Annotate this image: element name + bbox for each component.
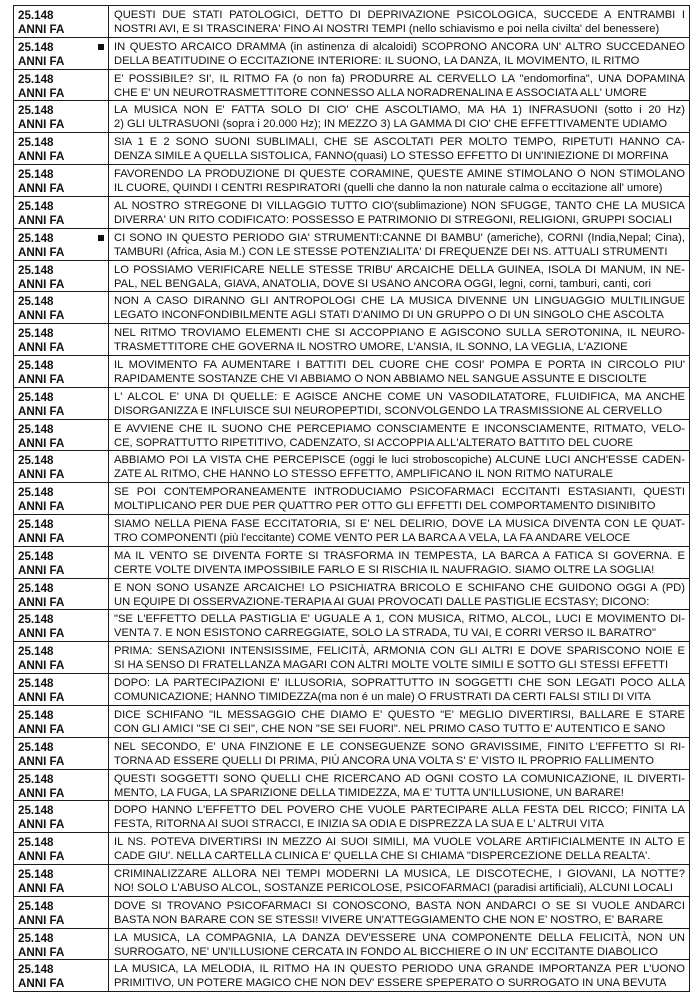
table-row: [14, 800, 689, 832]
table-row: [14, 705, 689, 737]
text-line-2: CERTE VOLTE DIVENTA IMPOSSIBILE FARLO E SI RISCHIA IL NAUFRAGIO. SIAMO OLTRE LA SOGLIA!: [114, 563, 655, 576]
date-years: 25.148: [18, 390, 54, 404]
table-row: [14, 737, 689, 769]
date-cell: [14, 388, 109, 419]
date-cell: [14, 165, 109, 196]
date-ago: ANNI FA: [18, 436, 65, 450]
text-line-1: DICE SCHIFANO "IL MESSAGGIO CHE DIAMO E' QUESTO "E' MEGLIO DIVERTIRSI, BALLARE E STARE: [114, 708, 685, 721]
date-years: 25.148: [18, 199, 54, 213]
date-cell: [14, 674, 109, 705]
text-line-2: SI HA SENSO DI FRATELLANZA MAGARI CON ALTRI MOLTE VOLTE SIMILI E SOTTO GLI STESSI EFFETTI: [114, 659, 669, 672]
text-line-2: MOLTIPLICANO PER DUE PER QUATTRO PER OTTO GLI EFFETTI DEL COMPORTAMENTO DISINIBITO: [114, 500, 656, 513]
date-ago: ANNI FA: [18, 850, 65, 864]
text-cell: [109, 579, 689, 610]
date-ago: ANNI FA: [18, 563, 65, 577]
square-bullet-icon: [98, 235, 104, 241]
text-line-1: PRIMA: SENSAZIONI INTENSISSIME, FELICITÀ, ARMONIA CON GLI ALTRI E DOVE SPARISCONO NOIE E: [114, 645, 685, 658]
date-ago: ANNI FA: [18, 372, 65, 386]
date-years: 25.148: [18, 231, 54, 245]
date-cell: [14, 929, 109, 960]
date-ago: ANNI FA: [18, 881, 65, 895]
date-ago: ANNI FA: [18, 118, 65, 132]
text-line-2: NO! SOLO L'ABUSO ALCOL, SOSTANZE PERICOLOSE, PSICOFARMACI (paradisi artificiali), ALCUNI LOCALI: [114, 881, 673, 894]
date-years: 25.148: [18, 645, 54, 659]
date-years: 25.148: [18, 422, 54, 436]
date-years: 25.148: [18, 677, 54, 691]
text-cell: [109, 197, 689, 228]
text-cell: [109, 738, 689, 769]
text-line-2: RAPIDAMENTE SOSTANZE CHE VI ABBIAMO O NON ABBIAMO NEL SANGUE ASSUNTE E DISCIOLTE: [114, 372, 647, 385]
text-cell: [109, 610, 689, 641]
date-ago: ANNI FA: [18, 532, 65, 545]
text-line-1: DOPO: LA PARTECIPAZIONI E' ILLUSORIA, SOPRATTUTTO IN SOGGETTI CHE SON LEGATI POCO ALLA: [114, 677, 685, 690]
date-cell: [14, 515, 109, 546]
text-cell: [109, 960, 689, 991]
table-row: [14, 578, 689, 610]
table-row: [14, 514, 689, 546]
date-ago: ANNI FA: [18, 86, 65, 100]
date-ago: ANNI FA: [18, 245, 65, 259]
text-line-1: CI SONO IN QUESTO PERIODO GIA' STRUMENTI:CANNE DI BAMBU' (americhe), CORNI (India,Nepal; Cina),: [114, 231, 685, 244]
table-row: [14, 896, 689, 928]
date-cell: [14, 865, 109, 896]
date-cell: [14, 610, 109, 641]
text-line-1: NEL SECONDO, E' UNA FINZIONE E LE CONSEGUENZE SONO GRAVISSIME, FINITO L'EFFETTO SI RI-: [114, 740, 685, 753]
date-cell: [14, 833, 109, 864]
date-ago: ANNI FA: [18, 309, 65, 323]
date-ago: ANNI FA: [18, 54, 65, 68]
timeline-table: [13, 5, 690, 992]
square-bullet-icon: [98, 44, 104, 50]
text-line-1: DOVE SI TROVANO PSICOFARMACI SI CONOSCONO, BASTA NON ANDARCI O SE SI VUOLE ANDARCI: [114, 899, 685, 912]
date-ago: ANNI FA: [18, 627, 65, 641]
text-line-1: LO POSSIAMO VERIFICARE NELLE STESSE TRIBU' ARCAICHE DELLA GUINEA, ISOLA DI MANUM, IN NE-: [114, 263, 685, 276]
date-cell: [14, 197, 109, 228]
text-line-1: SIAMO NELLA PIENA FASE ECCITATORIA, SI E' NEL DELIRIO, DOVE LA MUSICA DIVENTA CON LE QUAT-: [114, 518, 685, 530]
text-line-2: ZATE AL RITMO, CHE HANNO LO STESSO EFFETTO, AMPLIFICANO IL NON RITMO NATURALE: [114, 468, 613, 481]
text-cell: [109, 292, 689, 323]
text-cell: [109, 929, 689, 960]
text-line-2: SURROGATO, NE' UN'ILLUSIONE CERCATA IN FONDO AL BICCHIERE O IN UN' ECCITANTE DIABOLICO: [114, 945, 658, 958]
date-years: 25.148: [18, 613, 54, 627]
table-row: [14, 37, 689, 69]
text-cell: [109, 674, 689, 705]
date-cell: [14, 229, 109, 260]
date-years: 25.148: [18, 327, 54, 341]
table-row: [14, 959, 689, 991]
text-cell: [109, 6, 689, 37]
text-cell: [109, 38, 689, 69]
date-ago: ANNI FA: [18, 404, 65, 418]
text-line-1: IL MOVIMENTO FA AUMENTARE I BATTITI DEL CUORE CHE COSI' POMPA E PORTA IN CIRCOLO PIU': [114, 358, 685, 371]
date-years: 25.148: [18, 804, 54, 818]
table-row: [14, 641, 689, 673]
date-years: 25.148: [18, 772, 54, 786]
text-cell: [109, 547, 689, 578]
text-line-1: E NON SONO USANZE ARCAICHE! LO PSICHIATRA BRICOLO E SCHIFANO CHE GUIDONO OGGI A (PD): [114, 581, 685, 594]
text-cell: [109, 515, 689, 546]
text-line-2: PAL, NEL BENGALA, GIAVA, ANATOLIA, DOVE SI USANO ANCORA OGGI, legni, corni, tamburi, canti, cori: [114, 277, 651, 290]
date-ago: ANNI FA: [18, 213, 65, 227]
text-line-2: BASTA NON BARARE CON SE STESSI! VIVERE UN'ATTEGGIAMENTO CHE NON E' NOSTRO, E' BARARE: [114, 913, 664, 926]
text-cell: [109, 642, 689, 673]
date-cell: [14, 133, 109, 164]
date-ago: ANNI FA: [18, 341, 65, 355]
date-cell: [14, 6, 109, 37]
date-ago: ANNI FA: [18, 945, 65, 959]
text-cell: [109, 229, 689, 260]
text-line-1: QUESTI DUE STATI PATOLOGICI, DETTO DI DEPRIVAZIONE PSICOLOGICA, SUCCEDE A ENTRAMBI I: [114, 9, 685, 21]
date-years: 25.148: [18, 867, 54, 881]
date-cell: [14, 801, 109, 832]
text-line-1: IL NS. POTEVA DIVERTIRSI IN MEZZO AI SUOI SIMILI, MA VUOLE VOLARE ARTIFICIALMENTE IN ALTO E: [114, 836, 685, 849]
table-row: [14, 228, 689, 260]
date-cell: [14, 960, 109, 991]
text-line-1: L' ALCOL E' UNA DI QUELLE: E AGISCE ANCHE COME UN VASODILATATORE, FLUIDIFICA, MA ANCHE: [114, 390, 685, 403]
table-row: [14, 260, 689, 292]
date-years: 25.148: [18, 168, 54, 182]
text-line-1: E' POSSIBILE? SI', IL RITMO FA (o non fa) PRODURRE AL CERVELLO LA "endomorfina", UNA DOPAMINA: [114, 72, 685, 85]
text-cell: [109, 70, 689, 101]
text-line-2: LEGATO INCONFONDIBILMENTE AGLI STATI D'ANIMO DI UN GRUPPO O DI UN SINGOLO CHE ASCOLTA: [114, 309, 664, 322]
text-line-2: FESTA, RITORNA AI SUOI STRACCI, E INIZIA SA ODIA E DISPREZZA LA SUA E L' ALTRUI VITA: [114, 818, 604, 831]
text-line-2: CON GLI AMICI "SE CI SEI", CHE NON "SE SEI FUORI". NEL PRIMO CASO TUTTO E' AUTENTICO E SANO: [114, 722, 666, 735]
text-cell: [109, 865, 689, 896]
table-row: [14, 546, 689, 578]
table-row: [14, 419, 689, 451]
text-cell: [109, 165, 689, 196]
date-ago: ANNI FA: [18, 977, 65, 991]
text-line-2: DENZA SIMILE A QUELLA SISTOLICA, FANNO(quasi) LO STESSO EFFETTO DI UN'INIEZIONE DI MORFINA: [114, 150, 669, 163]
text-cell: [109, 101, 689, 132]
date-years: 25.148: [18, 740, 54, 754]
table-row: [14, 609, 689, 641]
date-years: 25.148: [18, 836, 54, 850]
table-row: [14, 769, 689, 801]
text-line-2: CADE GIU'. NELLA CARTELLA CLINICA E' QUELLA CHE SI CHIAMA "DISPERCEZIONE DELLA REALTA'.: [114, 850, 651, 863]
text-cell: [109, 897, 689, 928]
text-line-1: ABBIAMO POI LA VISTA CHE PERCEPISCE (oggi le luci stroboscopiche) ALCUNE LUCI ANCH'ESSE CADEN-: [114, 454, 685, 467]
text-line-1: LA MUSICA, LA MELODIA, IL RITMO HA IN QUESTO PERIODO UNA GRANDE IMPORTANZA PER L'UONO: [114, 963, 685, 976]
table-row: [14, 355, 689, 387]
text-line-1: LA MUSICA, LA COMPAGNIA, LA DANZA DEV'ESSERE UNA COMPONENTE DELLA FELICITÀ, NON UN: [114, 931, 685, 944]
date-years: 25.148: [18, 136, 54, 150]
date-cell: [14, 483, 109, 514]
text-line-2: NOSTRI AVI, E SI TRASCINERA' FINO AI NOSTRI TEMPI (nello schiavismo e poi nella civilta' del benessere): [114, 23, 660, 35]
text-cell: [109, 324, 689, 355]
text-line-1: NON A CASO DIRANNO GLI ANTROPOLOGI CHE LA MUSICA DIVENNE UN LINGUAGGIO MULTILINGUE: [114, 295, 685, 308]
table-row: [14, 864, 689, 896]
date-years: 25.148: [18, 358, 54, 372]
date-years: 25.148: [18, 40, 54, 54]
date-cell: [14, 897, 109, 928]
text-line-1: FAVORENDO LA PRODUZIONE DI QUESTE CORAMINE, QUESTE AMINE STIMOLANO O NON STIMOLANO: [114, 168, 685, 181]
date-cell: [14, 356, 109, 387]
date-cell: [14, 101, 109, 132]
date-cell: [14, 706, 109, 737]
text-line-2: TRASMETTITORE CHE GOVERNA IL NOSTRO UMORE, L'ANSIA, IL SONNO, LA VEGLIA, L'AZIONE: [114, 341, 628, 354]
text-line-1: NEL RITMO TROVIAMO ELEMENTI CHE SI ACCOPPIANO E AGISCONO SULLA SEROTONINA, IL NEURO-: [114, 327, 685, 340]
text-line-1: DOPO HANNO L'EFFETTO DEL POVERO CHE VUOLE PARTECIPARE ALLA FESTA DEL RICCO; FINITA LA: [114, 804, 685, 817]
text-line-1: "SE L'EFFETTO DELLA PASTIGLIA E' UGUALE A 1, CON MUSICA, RITMO, ALCOL, LUCI E MOVIMENTO DI-: [114, 613, 685, 626]
text-line-2: TORNA AD ESSERE QUELLI DI PRIMA, PIÙ ANCORA UNA VOLTA S' E' VISTO IL PROPRIO FALLIMENTO: [114, 754, 654, 767]
date-cell: [14, 451, 109, 482]
text-cell: [109, 388, 689, 419]
text-line-2: IL CUORE, QUINDI I CENTRI RESPIRATORI (quelli che danno la non naturale calma o eccitazione all' umore): [114, 182, 663, 195]
date-cell: [14, 770, 109, 801]
table-row: [14, 100, 689, 132]
text-line-2: CE, SOPRATTUTTO RIPETITIVO, CADENZATO, SI ACCOPPIA ALL'ALTERATO BATTITO DEL CUORE: [114, 436, 633, 449]
table-row: [14, 323, 689, 355]
date-ago: ANNI FA: [18, 786, 65, 800]
date-years: 25.148: [18, 518, 54, 531]
text-line-2: PRIMITIVO, UN POTERE MAGICO CHE NON DEV' ESSERE SPEPERATO O SURROGATO IN UNA BEVUTA: [114, 977, 667, 990]
date-ago: ANNI FA: [18, 691, 65, 705]
text-line-1: IN QUESTO ARCAICO DRAMMA (in astinenza di alcaloidi) SCOPRONO ANCORA UN' ALTRO SUCCEDANEO: [114, 40, 685, 53]
text-cell: [109, 420, 689, 451]
text-cell: [109, 451, 689, 482]
text-line-2: TRO COMPONENTI (più l'eccitante) COME VENTO PER LA BARCA A VELA, LA FA ANDARE VELOCE: [114, 532, 631, 544]
date-cell: [14, 420, 109, 451]
table-row: [14, 69, 689, 101]
text-cell: [109, 133, 689, 164]
text-line-2: TAMBURI (Africa, Asia M.) CON LE STESSE POTENZIALITA' DI FREQUENZE DEI NS. ATTUALI STRUMENTI: [114, 245, 668, 258]
text-line-2: UN EQUIPE DI OSSERVAZIONE-TERAPIA AI GUAI PROVOCATI DALLE PASTIGLIE ECSTASY; DICONO:: [114, 595, 650, 608]
text-line-1: QUESTI SOGGETTI SONO QUELLI CHE RICERCANO AD OGNI COSTO LA COMUNICAZIONE, IL DIVERTI-: [114, 772, 685, 785]
text-line-2: DISORGANIZZA E INFLUISCE SUI NEUROPEPTIDI, SCONVOLGENDO LA TRASMISSIONE AL CERVELLO: [114, 404, 663, 417]
date-ago: ANNI FA: [18, 595, 65, 609]
date-years: 25.148: [18, 931, 54, 945]
text-line-2: 2) GLI ULTRASUONI (sopra i 20.000 Hz); IN MEZZO 3) LA GAMMA DI CIO' CHE EFFETTIVAMENTE UDIAMO: [114, 118, 668, 131]
date-ago: ANNI FA: [18, 500, 65, 514]
text-line-2: CHE E' UN NEUROTRASMETTITORE CONNESSO ALLA NORADRENALINA E ASSOCIATA ALL' UMORE: [114, 86, 647, 99]
date-cell: [14, 292, 109, 323]
date-cell: [14, 324, 109, 355]
table-row: [14, 832, 689, 864]
date-ago: ANNI FA: [18, 913, 65, 927]
date-cell: [14, 70, 109, 101]
date-ago: ANNI FA: [18, 722, 65, 736]
date-ago: ANNI FA: [18, 468, 65, 482]
text-line-2: VENTA 7. E NON ESISTONO CARREGGIATE, SOLO LA STRADA, TU VAI, E CORRI VERSO IL BARATRO": [114, 627, 656, 640]
table-row: [14, 291, 689, 323]
date-cell: [14, 579, 109, 610]
date-ago: ANNI FA: [18, 150, 65, 164]
text-cell: [109, 483, 689, 514]
date-years: 25.148: [18, 454, 54, 468]
text-cell: [109, 833, 689, 864]
table-row: [14, 928, 689, 960]
text-line-1: CRIMINALIZZARE ALLORA NEI TEMPI MODERNI LA MUSICA, LE DISCOTECHE, I GIOVANI, LA NOTTE?: [114, 867, 685, 880]
date-years: 25.148: [18, 104, 54, 118]
table-row: [14, 387, 689, 419]
date-ago: ANNI FA: [18, 182, 65, 196]
text-line-1: SIA 1 E 2 SONO SUONI SUBLIMALI, CHE SE ASCOLTATI PER MOLTO TEMPO, RIPETUTI HANNO CA-: [114, 136, 685, 149]
date-years: 25.148: [18, 72, 54, 86]
date-years: 25.148: [18, 549, 54, 563]
date-years: 25.148: [18, 486, 54, 500]
date-cell: [14, 38, 109, 69]
text-line-1: SE POI CONTEMPORANEAMENTE INTRODUCIAMO PSICOFARMACI ECCITANTI ESTASIANTI, QUESTI: [114, 486, 685, 499]
text-line-1: LA MUSICA NON E' FATTA SOLO DI CIO' CHE ASCOLTIAMO, MA HA 1) INFRASUONI (sotto i 20 Hz): [114, 104, 685, 117]
text-line-1: AL NOSTRO STREGONE DI VILLAGGIO TUTTO CIO'(sublimazione) NON SFUGGE, TANTO CHE LA MUSICA: [114, 199, 685, 212]
date-years: 25.148: [18, 899, 54, 913]
table-row: [14, 164, 689, 196]
text-line-1: MA IL VENTO SE DIVENTA FORTE SI TRASFORMA IN TEMPESTA, LA BARCA A FATICA SI GOVERNA. E: [114, 549, 685, 562]
date-years: 25.148: [18, 295, 54, 309]
text-line-2: COMUNICAZIONE; HANNO TIMIDEZZA(ma non é un male) O FRUSTRATI DA CERTI FALSI STILI DI VITA: [114, 691, 651, 704]
text-cell: [109, 770, 689, 801]
date-cell: [14, 261, 109, 292]
date-years: 25.148: [18, 963, 54, 977]
date-cell: [14, 642, 109, 673]
table-row: [14, 6, 689, 37]
text-cell: [109, 706, 689, 737]
date-ago: ANNI FA: [18, 23, 65, 36]
table-row: [14, 673, 689, 705]
date-years: 25.148: [18, 263, 54, 277]
date-ago: ANNI FA: [18, 659, 65, 673]
date-years: 25.148: [18, 708, 54, 722]
date-ago: ANNI FA: [18, 754, 65, 768]
text-line-1: E AVVIENE CHE IL SUONO CHE PERCEPIAMO CONSCIAMENTE E INCONSCIAMENTE, RITMATO, VELO-: [114, 422, 685, 435]
text-line-2: DELLA BEATITUDINE O ECCITAZIONE INTERIORE: IL SUONO, LA DANZA, IL MOVIMENTO, IL RITMO: [114, 54, 640, 67]
text-line-2: MENTO, LA FUGA, LA SPARIZIONE DELLA TIMIDEZZA, MA E' TUTTA UN'ILLUSIONE, UN BARARE!: [114, 786, 624, 799]
date-cell: [14, 547, 109, 578]
table-row: [14, 482, 689, 514]
date-ago: ANNI FA: [18, 277, 65, 291]
date-cell: [14, 738, 109, 769]
table-row: [14, 450, 689, 482]
date-ago: ANNI FA: [18, 818, 65, 832]
date-years: 25.148: [18, 9, 54, 22]
table-row: [14, 132, 689, 164]
text-line-2: DIVERRA' UN RITO CODIFICATO: POSSESSO E PATRIMONIO DI STREGONI, RELIGIONI, GRUPPI SOCIALI: [114, 213, 673, 226]
table-row: [14, 196, 689, 228]
text-cell: [109, 801, 689, 832]
text-cell: [109, 356, 689, 387]
date-years: 25.148: [18, 581, 54, 595]
text-cell: [109, 261, 689, 292]
